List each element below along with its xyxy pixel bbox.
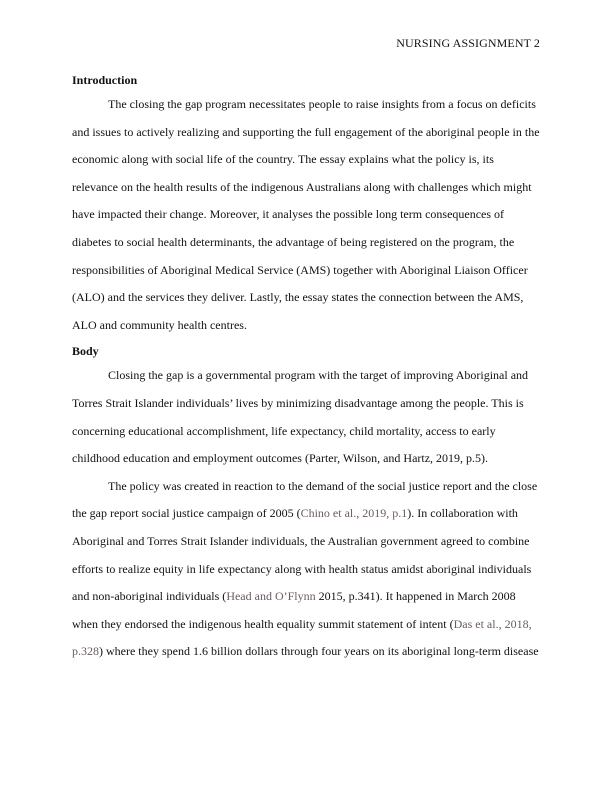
- paragraph: [72, 473, 542, 666]
- running-head: NURSING ASSIGNMENT 2: [396, 36, 540, 50]
- citation: Das et al., 2018, p.328: [72, 616, 532, 659]
- section-heading-introduction: Introduction: [72, 73, 138, 87]
- citation: Head and O’Flynn: [226, 589, 316, 604]
- paragraph-text: ). In collaboration with Aboriginal and Torres Strait Islander individuals, the Australian government agreed to combine efforts to realize equity in life expectancy along with health status amidst aboriginal individuals and non-aboriginal individuals (: [72, 506, 532, 604]
- paragraph-text: Closing the gap is a governmental program with the target of improving Aboriginal and Torres Strait Islander individuals’ lives by minimizing disadvantage among the people. This is concerning educational accomplishment, life expectancy, child mortality, access to early childhood education and employment outcomes (Parter, Wilson, and Hartz, 2019, p.5).: [72, 368, 529, 466]
- section-heading-body: Body: [72, 344, 99, 359]
- paragraph-text: ) where they spend 1.6 billion dollars through four years on its aboriginal long-term disease: [99, 644, 539, 659]
- paragraph-text: 2015, p.341). It happened in March 2008 when they endorsed the indigenous health equality summit statement of intent (: [72, 589, 516, 631]
- paragraph-text: The closing the gap program necessitates people to raise insights from a focus on deficits and issues to actively realizing and supporting the full engagement of the aboriginal people in the economic along with social life of the country. The essay explains what the policy is, its relevance on the health results of the indigenous Australians along with challenges which might have impacted their change. Moreover, it analyses the possible long term consequences of diabetes to social health determinants, the advantage of being registered on the program, the responsibilities of Aboriginal Medical Service (AMS) together with Aboriginal Liaison Officer (ALO) and the services they deliver. Lastly, the essay states the connection between the AMS, ALO and community health centres.: [72, 97, 540, 332]
- citation: Chino et al., 2019, p.1: [300, 506, 408, 521]
- paragraph: [72, 362, 542, 472]
- document-body: [72, 70, 542, 666]
- paragraph: [72, 91, 542, 339]
- paragraph-text: The policy was created in reaction to the demand of the social justice report and the close the gap report social justice campaign of 2005 (: [72, 478, 538, 521]
